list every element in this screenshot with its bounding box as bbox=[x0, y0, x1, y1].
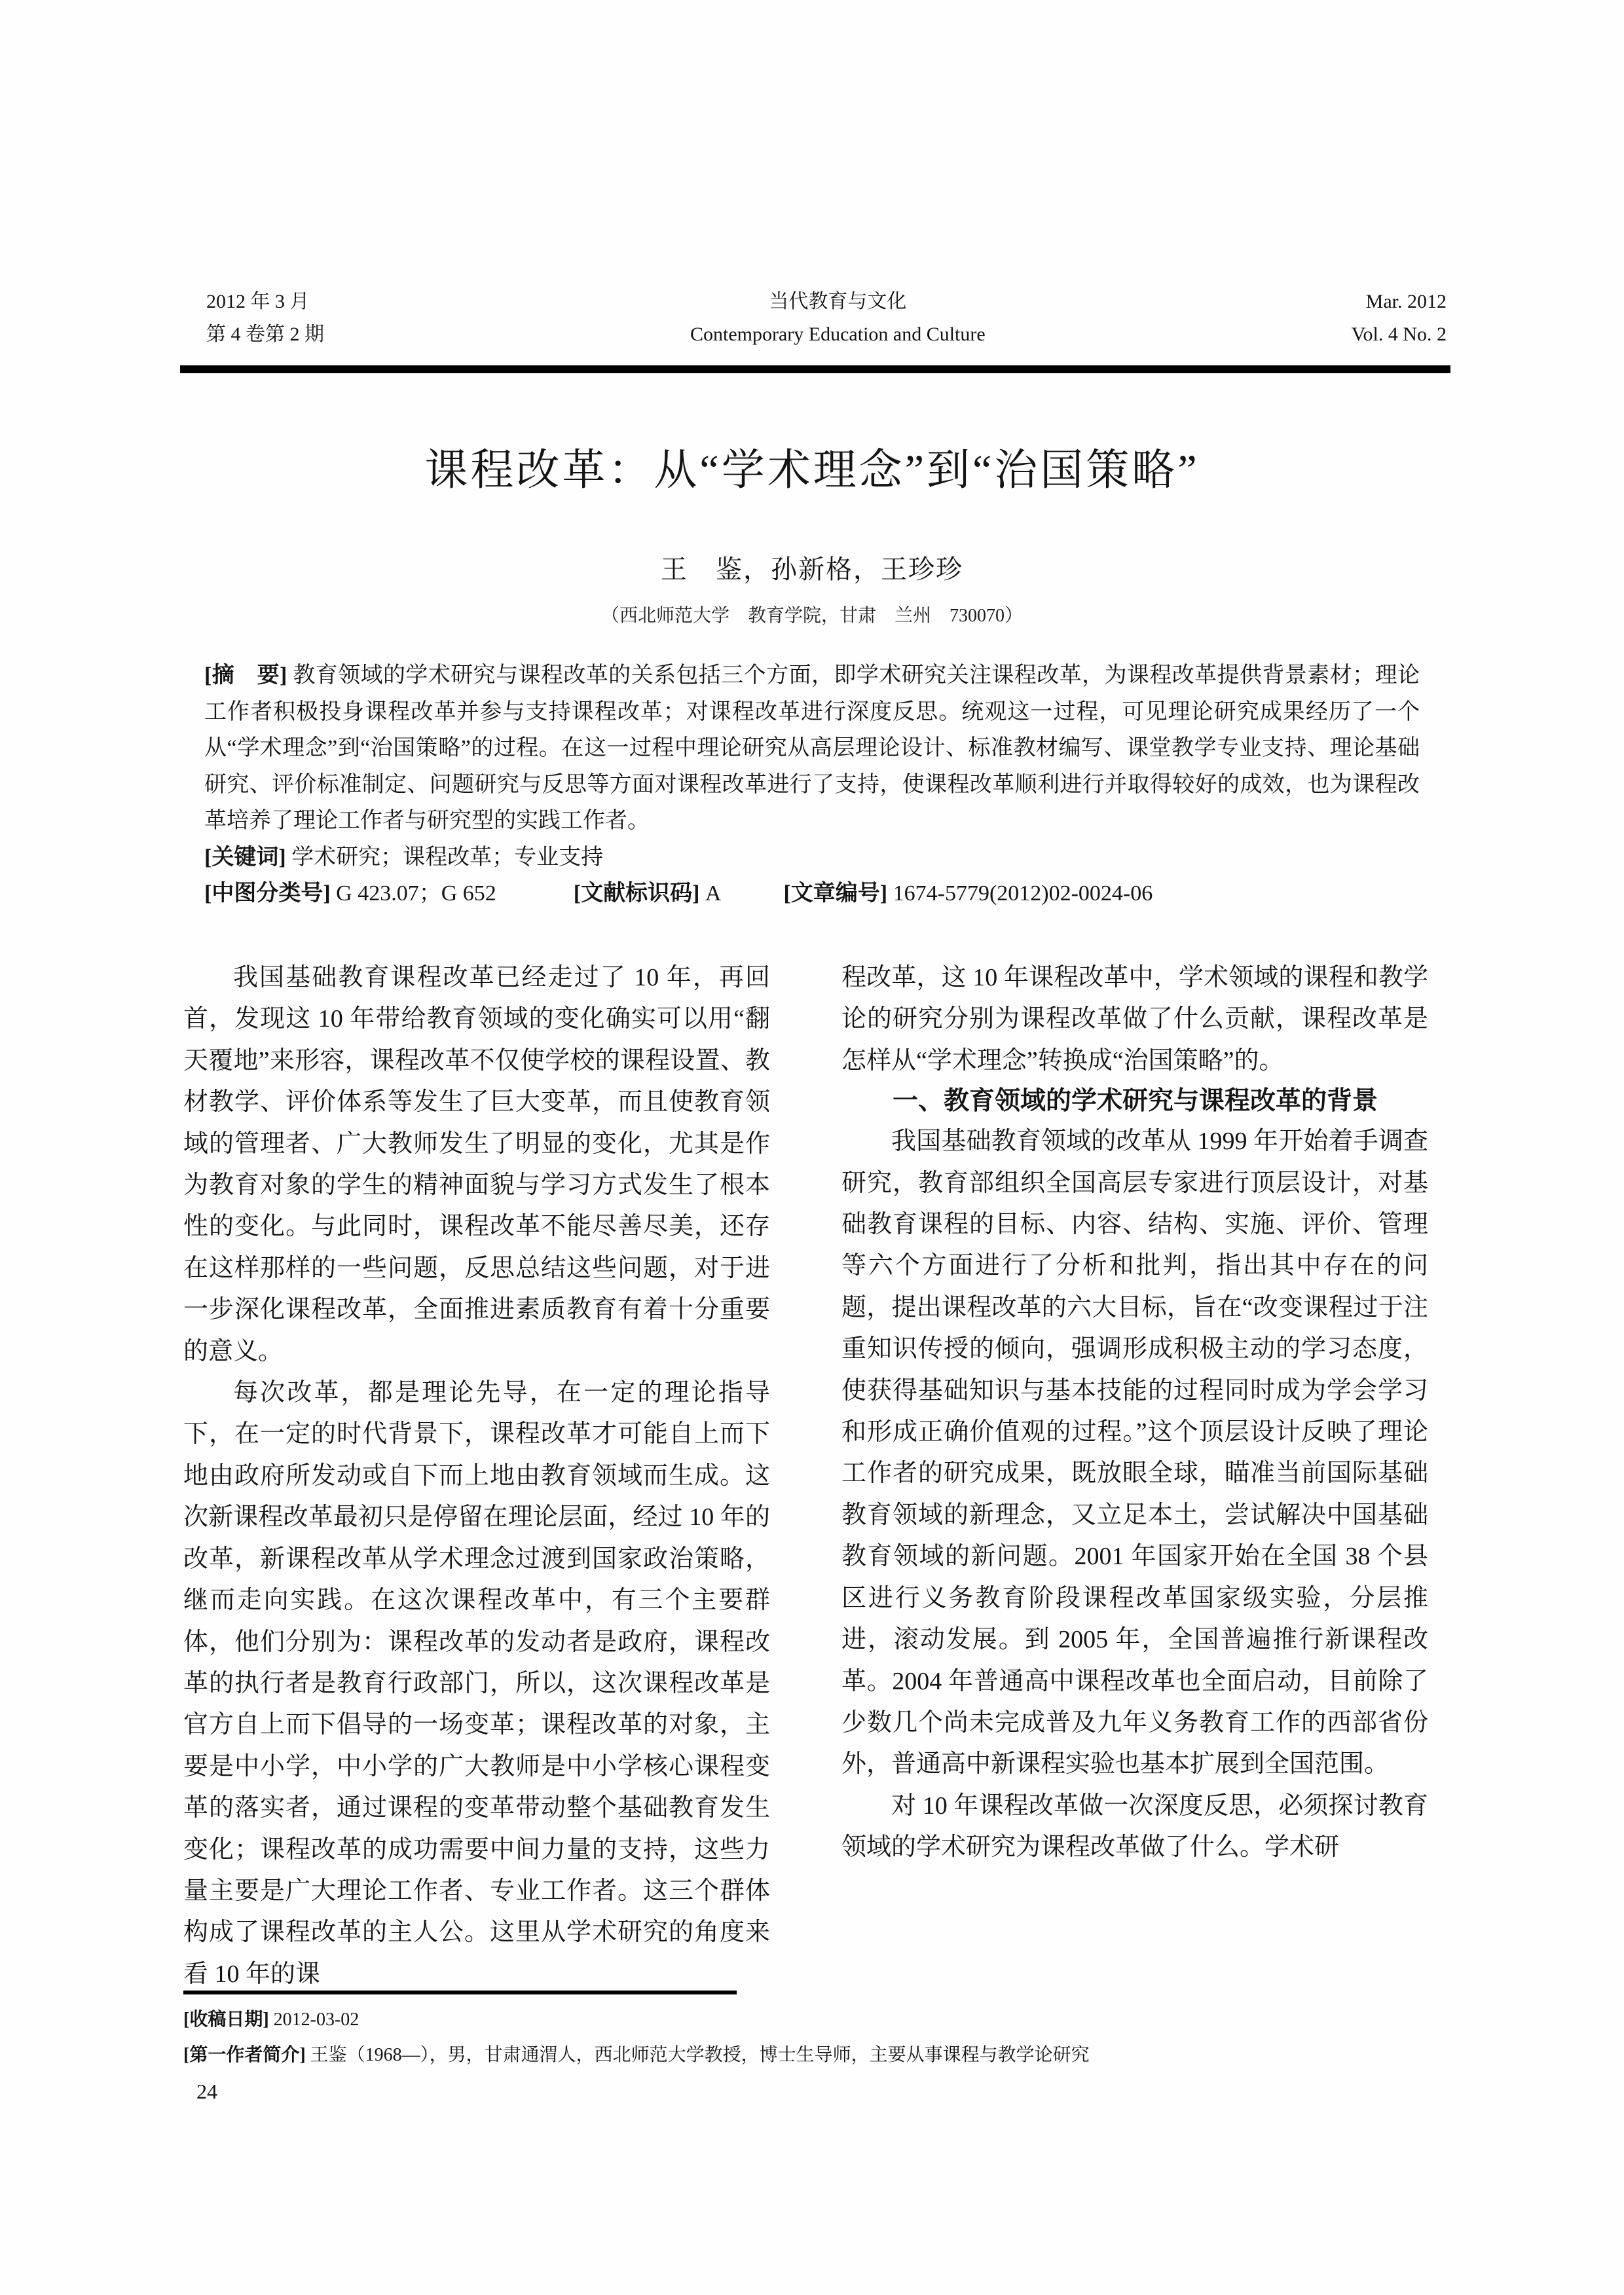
abstract-paragraph bbox=[204, 657, 1420, 839]
page-number: 24 bbox=[196, 2080, 217, 2103]
body-paragraph: 我国基础教育课程改革已经走过了 10 年，再回首，发现这 10 年带给教育领域的变化确实可以用“翻天覆地”来形容，课程改革不仅使学校的课程设置、教材教学、评价体系等发生了巨大变革，而且使教育领域的管理者、广大教师发生了明显的变化，尤其是作为教育对象的学生的精神面貌与学习方式发生了根本性的变化。与此同时，课程改革不能尽善尽美，还存在这样那样的一些问题，反思总结这些问题，对于进一步深化课程改革，全面推进素质教育有着十分重要的意义。 bbox=[183, 964, 770, 1365]
header-date-cn: 2012 年 3 月 bbox=[206, 291, 310, 312]
body-paragraph: 我国基础教育领域的改革从 1999 年开始着手调查研究，教育部组织全国高层专家进行顶层设计，对基础教育课程的目标、内容、结构、实施、评价、管理等六个方面进行了分析和批判，指出其中存在的问题，提出课程改革的六大目标，旨在“改变课程过于注重知识传授的倾向，强调形成积极主动的学习态度，使获得基础知识与基本技能的过程同时成为学会学习和形成正确价值观的过程。”这个顶层设计反映了理论工作者的研究成果，既放眼全球，瞄准当前国际基础教育领域的新理念，又立足本土，尝试解决中国基础教育领域的新问题。2001 年国家开始在全国 38 个县区进行义务教育阶段课程改革国家级实验，分层推进，滚动发展。到 2005 年，全国普遍推行新课程改革。2004 年普通高中课程改革也全面启动，目前除了少数几个尚未完成普及九年义务教育工作的西部省份外，普通高中新课程实验也基本扩展到全国范围。 bbox=[841, 1128, 1428, 1778]
journal-header bbox=[180, 285, 1450, 351]
author-bio-label: [第一作者简介] bbox=[183, 2045, 310, 2065]
journal-name-en: Contemporary Education and Culture bbox=[690, 323, 986, 345]
abstract-text: 教育领域的学术研究与课程改革的关系包括三个方面，即学术研究关注课程改革，为课程改革提供背景素材；理论工作者积极投身课程改革并参与支持课程改革；对课程改革进行深度反思。统观这一过程，可见理论研究成果经历了一个从“学术理念”到“治国策略”的过程。在这一过程中理论研究从高层理论设计、标准教材编写、课堂教学专业支持、理论基础研究、评价标准制定、问题研究与反思等方面对课程改革进行了支持，使课程改革顺利进行并取得较好的成效，也为课程改革培养了理论工作者与研究型的实践工作者。 bbox=[204, 663, 1420, 833]
journal-name-cn: 当代教育与文化 bbox=[769, 291, 907, 312]
body-paragraph: 对 10 年课程改革做一次深度反思，必须探讨教育领域的学术研究为课程改革做了什么。学术研 bbox=[841, 1791, 1428, 1862]
body-column-right bbox=[841, 957, 1428, 1869]
clc-value: G 423.07；G 652 bbox=[336, 881, 496, 906]
section-heading-1: 一、教育领域的学术研究与课程改革的背景 bbox=[893, 1087, 1378, 1116]
doc-code-label: [文献标识码] bbox=[573, 881, 705, 906]
author-bio-value: 王鉴（1968—），男，甘肃通渭人，西北师范大学教授，博士生导师，主要从事课程与教学论研究 bbox=[310, 2045, 1090, 2065]
keywords-line bbox=[204, 839, 1420, 876]
header-date-en: Mar. 2012 bbox=[1365, 291, 1447, 312]
article-title: 课程改革：从“学术理念”到“治国策略” bbox=[424, 447, 1200, 494]
header-issue-date-block bbox=[180, 285, 324, 351]
body-paragraph: 每次改革，都是理论先导，在一定的理论指导下，在一定的时代背景下，课程改革才可能自上而下地由政府所发动或自下而上地由教育领域而生成。这次新课程改革最初只是停留在理论层面，经过 10 年的改革，新课程改革从学术理念过渡到国家政治策略，继而走向实践。在这次课程改革中，有三个主要群体，他们分别为：课程改革的发动者是政府，课程改革的执行者是教育行政部门，所以，这次课程改革是官方自上而下倡导的一场变革；课程改革的对象，主要是中小学，中小学的广大教师是中小学核心课程变革的落实者，通过课程的变革带动整个基础教育发生变化；课程改革的成功需要中间力量的支持，这些力量主要是广大理论工作者、专业工作者。这三个群体构成了课程改革的主人公。这里从学术研究的角度来看 10 年的课 bbox=[183, 1379, 770, 1988]
received-date-label: [收稿日期] bbox=[183, 2010, 274, 2030]
article-meta-block bbox=[204, 657, 1420, 912]
doc-code-segment bbox=[574, 875, 722, 912]
classification-line bbox=[204, 875, 1420, 912]
body-column-left bbox=[183, 957, 770, 1995]
received-date-value: 2012-03-02 bbox=[273, 2010, 360, 2030]
header-divider-rule bbox=[180, 365, 1450, 373]
footnote-author-bio bbox=[183, 2040, 1493, 2066]
article-authors: 王 鉴，孙新格，王珍珍 bbox=[661, 555, 963, 584]
footnote-divider-rule bbox=[183, 1991, 737, 1994]
keywords-label: [关键词] bbox=[204, 845, 292, 870]
header-volume-cn: 第 4 卷第 2 期 bbox=[206, 323, 324, 345]
header-volume-en: Vol. 4 No. 2 bbox=[1351, 323, 1447, 345]
doc-code-value: A bbox=[705, 881, 722, 906]
article-id-segment bbox=[783, 875, 1153, 912]
article-id-value: 1674-5779(2012)02-0024-06 bbox=[893, 881, 1153, 906]
clc-label: [中图分类号] bbox=[204, 881, 337, 906]
header-journal-name-block bbox=[690, 285, 986, 351]
article-id-label: [文章编号] bbox=[783, 881, 893, 906]
article-affiliation: （西北师范大学 教育学院，甘肃 兰州 730070） bbox=[600, 606, 1023, 626]
abstract-label: [摘 要] bbox=[204, 663, 293, 688]
body-paragraph-continued: 程改革，这 10 年课程改革中，学术领域的课程和教学论的研究分别为课程改革做了什么贡献，课程改革是怎样从“学术理念”转换成“治国策略”的。 bbox=[841, 964, 1428, 1074]
header-issue-info-block bbox=[1352, 285, 1450, 351]
keywords-text: 学术研究；课程改革；专业支持 bbox=[291, 845, 604, 870]
clc-segment bbox=[204, 875, 496, 912]
footnote-received-date bbox=[183, 2005, 1480, 2031]
